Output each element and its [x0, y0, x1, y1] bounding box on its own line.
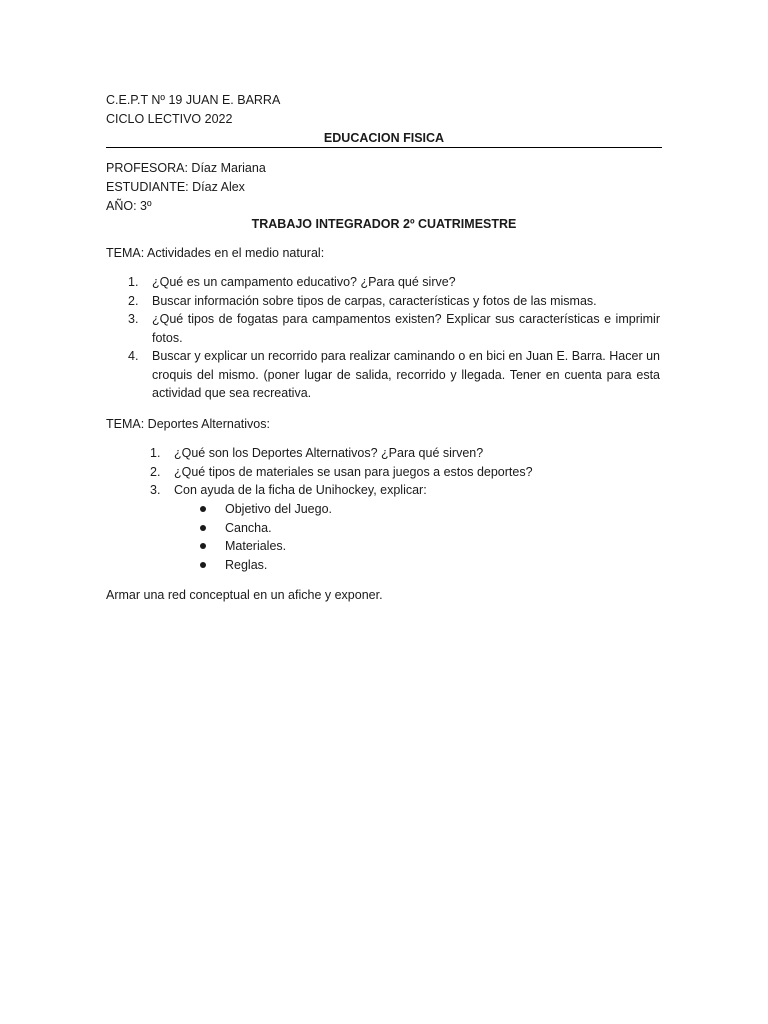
header-divider [106, 147, 662, 148]
bullet-dot-icon [200, 506, 206, 512]
list-item-text: Buscar y explicar un recorrido para realizar caminando o en bici en Juan E. Barra. Hacer un croquis del mismo. (poner lugar de salida, recorrido y llegada. Tener en cuenta para esta actividad que sea recreativa. [152, 349, 660, 400]
grade-label: AÑO: 3º [106, 199, 152, 213]
list-item-text: Buscar información sobre tipos de carpas, características y fotos de las mismas. [152, 293, 597, 308]
subject-title: EDUCACION FISICA [323, 131, 445, 145]
list-item-number: 4. [128, 349, 139, 363]
bullet-dot-icon [200, 562, 206, 568]
closing-instruction: Armar una red conceptual en un afiche y exponer. [106, 588, 383, 602]
list-item [128, 273, 660, 292]
section2-list [150, 444, 660, 500]
bullet-item [198, 556, 332, 575]
section1-title: TEMA: Actividades en el medio natural: [106, 246, 325, 260]
list-item [128, 310, 660, 347]
bullet-text: Reglas. [225, 557, 268, 572]
list-item-text: ¿Qué tipos de materiales se usan para juegos a estos deportes? [174, 464, 533, 479]
section1-list [128, 273, 660, 403]
list-item-number: 2. [150, 464, 161, 479]
bullet-item [198, 519, 332, 538]
bullet-item [198, 500, 332, 519]
list-item [150, 463, 660, 482]
list-item [128, 347, 660, 403]
list-item-text: ¿Qué son los Deportes Alternativos? ¿Para qué sirven? [174, 446, 484, 460]
list-item [150, 481, 660, 500]
list-item-number: 2. [128, 293, 139, 308]
bullet-item [198, 537, 332, 556]
school-name: C.E.P.T Nº 19 JUAN E. BARRA [106, 93, 281, 107]
list-item-number: 1. [128, 275, 139, 289]
bullet-list [198, 500, 332, 574]
bullet-text: Cancha. [225, 520, 272, 535]
list-item-number: 1. [150, 446, 161, 460]
list-item-text: ¿Qué tipos de fogatas para campamentos existen? Explicar sus características e imprimir fotos. [152, 312, 660, 345]
bullet-dot-icon [200, 543, 206, 549]
section2-title: TEMA: Deportes Alternativos: [106, 417, 270, 431]
work-title: TRABAJO INTEGRADOR 2º CUATRIMESTRE [251, 217, 517, 231]
bullet-text: Materiales. [225, 539, 287, 553]
list-item [150, 444, 660, 463]
school-year: CICLO LECTIVO 2022 [106, 112, 233, 126]
teacher-name: PROFESORA: Díaz Mariana [106, 161, 266, 175]
student-name: ESTUDIANTE: Díaz Alex [106, 180, 245, 194]
bullet-dot-icon [200, 525, 206, 531]
list-item-text: Con ayuda de la ficha de Unihockey, explicar: [174, 483, 427, 497]
list-item-number: 3. [128, 312, 139, 326]
list-item-text: ¿Qué es un campamento educativo? ¿Para qué sirve? [152, 275, 456, 289]
list-item [128, 292, 660, 311]
bullet-text: Objetivo del Juego. [225, 502, 333, 516]
list-item-number: 3. [150, 483, 161, 497]
